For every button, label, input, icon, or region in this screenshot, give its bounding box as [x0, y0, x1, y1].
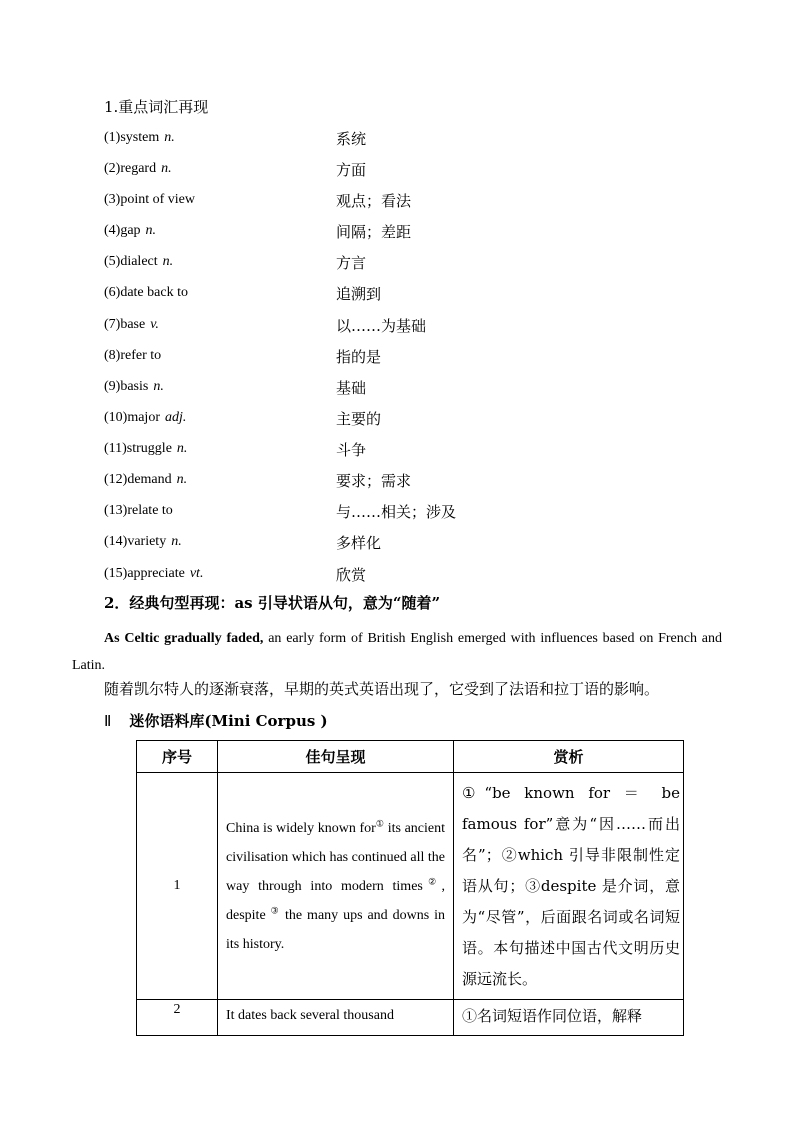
vocab-item [104, 503, 564, 527]
row-number: 1 [137, 773, 218, 1000]
vocab-english: (12)demand n. [104, 472, 188, 487]
corpus-section-title [104, 710, 328, 731]
row-sentence: It dates back several thousand [218, 1000, 454, 1036]
vocab-english: (9)basis n. [104, 379, 164, 394]
vocab-chinese: 系统 [336, 130, 367, 148]
vocab-english: (6)date back to [104, 285, 188, 300]
vocab-english: (15)appreciate vt. [104, 566, 204, 581]
header-number: 序号 [137, 741, 218, 773]
vocab-english: (13)relate to [104, 503, 173, 518]
vocab-chinese: 多样化 [336, 534, 382, 552]
vocab-english: (2)regard n. [104, 161, 172, 176]
example-sentence: As Celtic gradually faded, an early form of British English emerged with influences based on French and Latin. [72, 631, 722, 673]
vocab-english: (10)major adj. [104, 410, 187, 425]
vocab-item [104, 534, 564, 558]
sentence-translation: 随着凯尔特人的逐渐衰落，早期的英式英语出现了，它受到了法语和拉丁语的影响。 [104, 680, 660, 698]
vocab-english: (1)system n. [104, 130, 175, 145]
vocab-chinese: 指的是 [336, 348, 382, 366]
row-number: 2 [137, 1000, 218, 1036]
table-row [137, 1000, 684, 1036]
vocab-item [104, 192, 564, 216]
vocab-english: (3)point of view [104, 192, 195, 207]
table-header-row [137, 741, 684, 773]
vocab-chinese: 欣赏 [336, 566, 367, 584]
header-sentence: 佳句呈现 [218, 741, 454, 773]
vocab-item [104, 317, 564, 341]
row-analysis: ①名词短语作同位语，解释 [454, 1000, 684, 1036]
vocab-english: (8)refer to [104, 348, 162, 363]
vocab-english: (7)base v. [104, 317, 159, 332]
vocab-item [104, 566, 564, 590]
vocab-chinese: 以……为基础 [336, 317, 427, 335]
vocab-english: (4)gap n. [104, 223, 157, 238]
vocab-chinese: 间隔；差距 [336, 223, 412, 241]
row-analysis: ①“be known for ＝ be famous for”意为“因……而出名”；②which 引导非限制性定语从句；③despite 是介词，意为“尽管”，后面跟名词或名词短语。本句描述中国古代文明历史源远流长。 [454, 773, 684, 1000]
vocab-item [104, 254, 564, 278]
corpus-table [136, 740, 684, 1036]
vocab-item [104, 348, 564, 372]
vocab-item [104, 285, 564, 309]
vocab-item [104, 379, 564, 403]
header-analysis: 赏析 [454, 741, 684, 773]
vocab-item [104, 441, 564, 465]
vocab-item [104, 410, 564, 434]
section-numeral: Ⅱ [104, 714, 112, 730]
vocab-chinese: 观点；看法 [336, 192, 412, 210]
vocab-chinese: 追溯到 [336, 285, 382, 303]
vocab-chinese: 斗争 [336, 441, 367, 459]
vocab-chinese: 方面 [336, 161, 367, 179]
vocab-chinese: 要求；需求 [336, 472, 412, 490]
vocab-chinese: 主要的 [336, 410, 382, 428]
vocab-item [104, 472, 564, 496]
sentence-section-title: 2．经典句型再现：as 引导状语从句，意为“随着” [104, 594, 441, 612]
vocab-chinese: 基础 [336, 379, 367, 397]
vocab-section-title: 1.重点词汇再现 [104, 98, 209, 116]
vocab-chinese: 与……相关；涉及 [336, 503, 457, 521]
vocab-english: (11)struggle n. [104, 441, 188, 456]
corpus-title: 迷你语料库(Mini Corpus ) [129, 712, 328, 730]
vocab-item [104, 223, 564, 247]
vocab-english: (14)variety n. [104, 534, 182, 549]
vocab-chinese: 方言 [336, 254, 367, 272]
vocab-item [104, 161, 564, 185]
row-sentence: China is widely known for① its ancient civilisation which has continued all the way through into modern times②, despite ③ the many ups and downs in its history. [218, 773, 454, 1000]
vocab-english: (5)dialect n. [104, 254, 174, 269]
table-row [137, 773, 684, 1000]
vocab-item [104, 130, 564, 154]
